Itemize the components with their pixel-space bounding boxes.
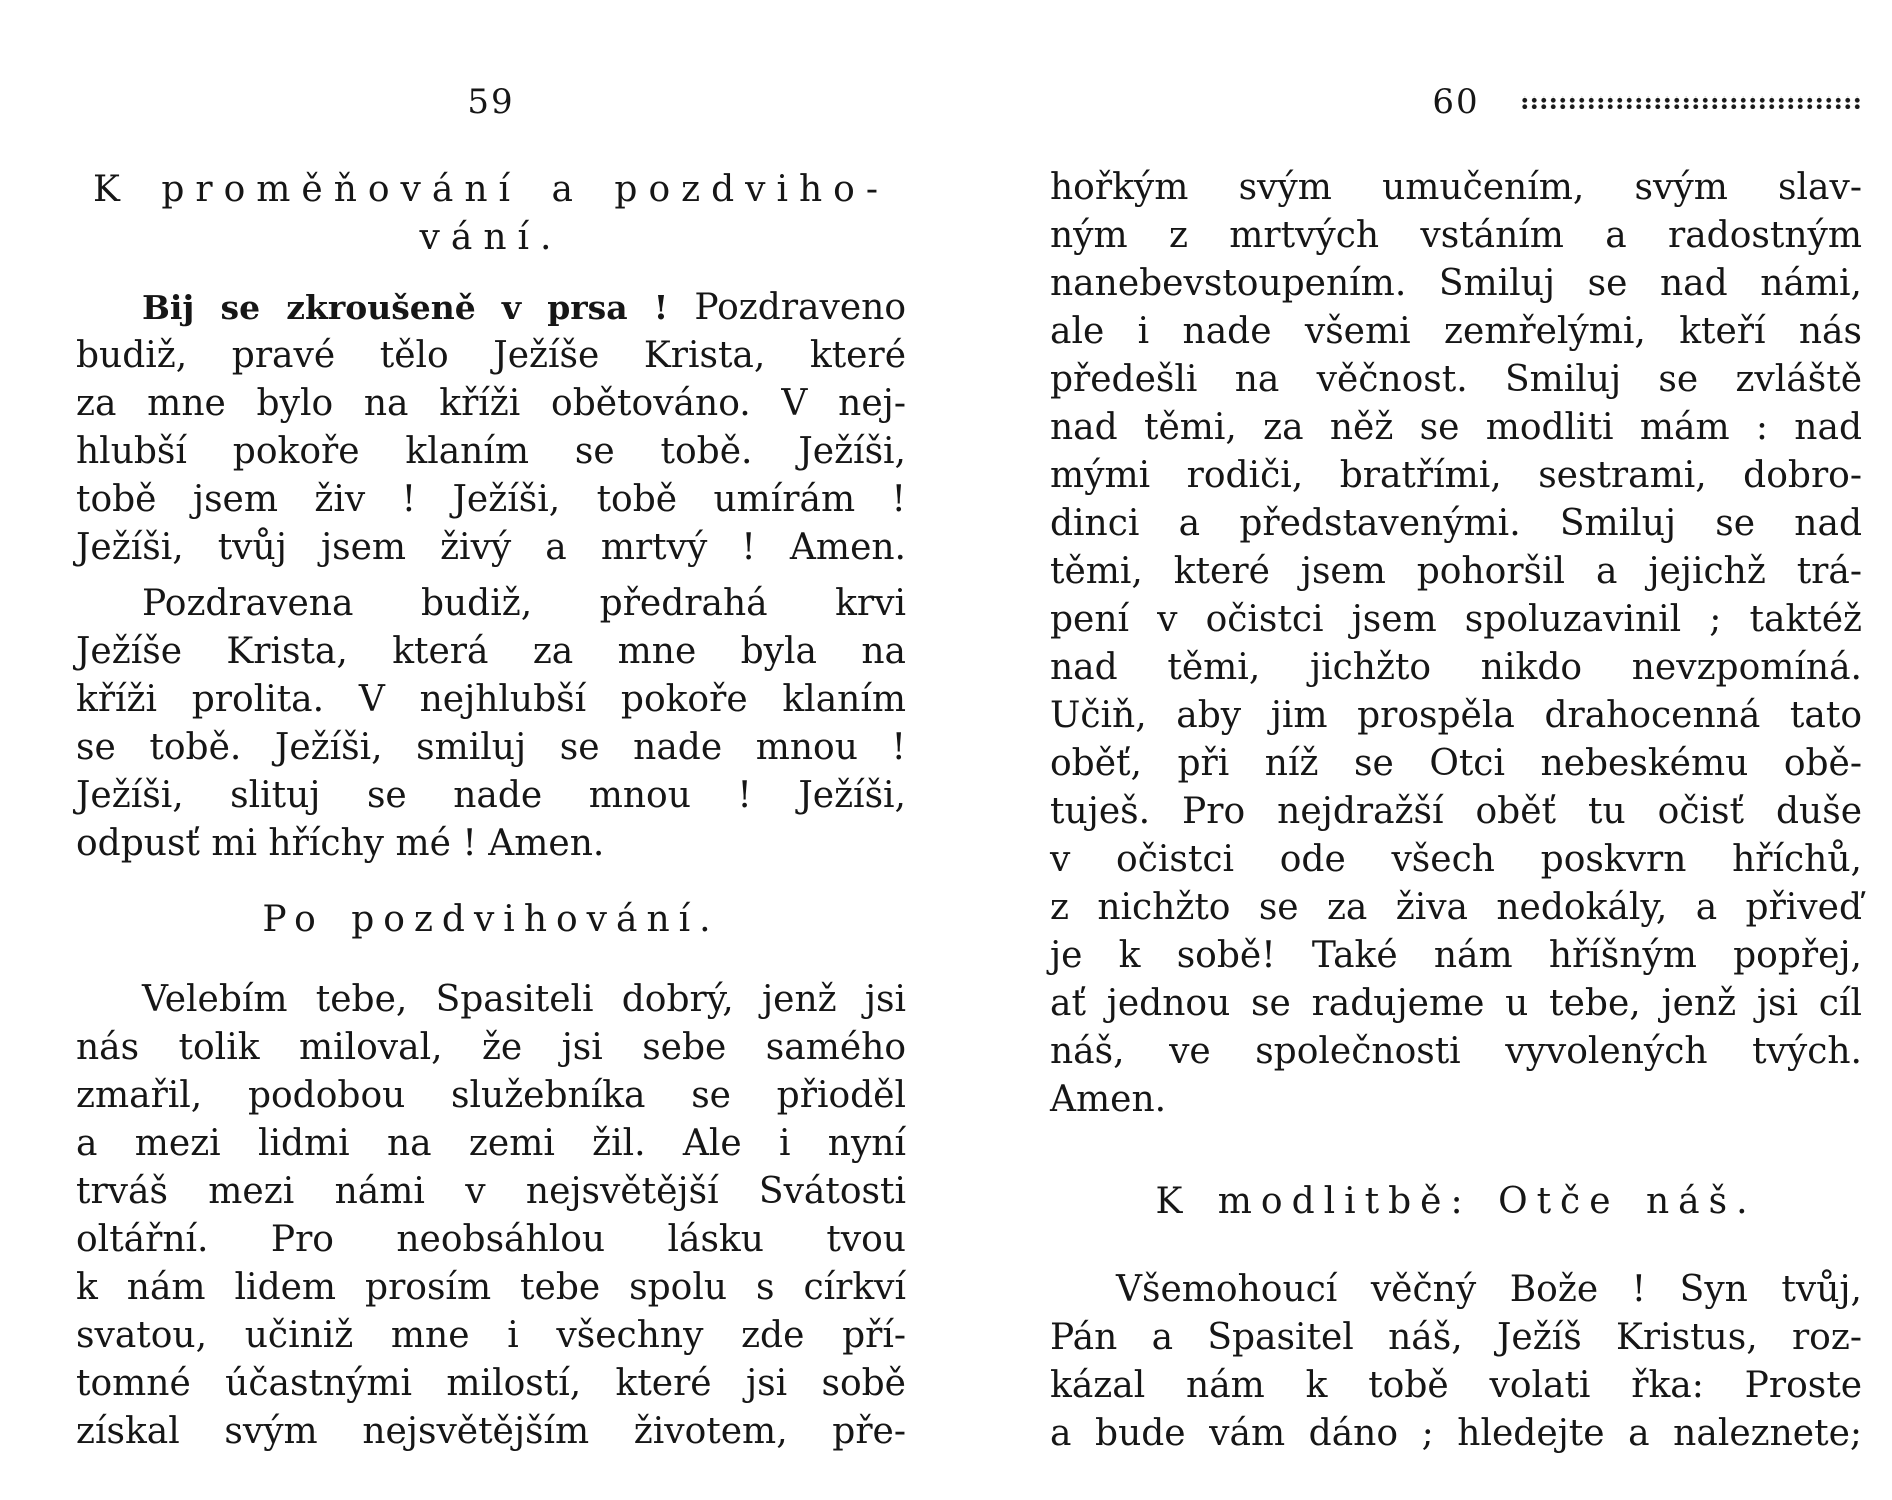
text-line: Bij se zkroušeně v prsa ! Pozdraveno <box>142 287 906 328</box>
text-line: svatou, učiniž mne i všechny zde pří- <box>76 1315 906 1356</box>
page-right <box>1050 78 1862 1458</box>
text-line: hlubší pokoře klaním se tobě. Ježíši, <box>76 431 906 472</box>
paragraph <box>1050 164 1862 1124</box>
text-line: těmi, které jsem pohoršil a jejichž trá- <box>1050 551 1862 592</box>
bold-rubric: Bij se zkroušeně v prsa ! <box>142 288 669 327</box>
text-line: ať jednou se radujeme u tebe, jenž jsi cíl <box>1050 983 1862 1024</box>
text-line: za mne bylo na kříži obětováno. V nej- <box>76 383 906 424</box>
page-left-header <box>76 78 906 126</box>
heading-line: vání. <box>419 217 563 258</box>
paragraph <box>76 976 906 1456</box>
page-number-right: 60 <box>1432 82 1480 122</box>
dotted-rule <box>1520 96 1862 109</box>
text-line: ale i nade všemi zemřelými, kteří nás <box>1050 311 1862 352</box>
text-line: nad těmi, za něž se modliti mám : nad <box>1050 407 1862 448</box>
text-line: Ježíše Krista, která za mne byla na <box>76 631 906 672</box>
text-line: se tobě. Ježíši, smiluj se nade mnou ! <box>76 727 906 768</box>
text-line: v očistci ode všech poskvrn hříchů, <box>1050 839 1862 880</box>
text-line: Učiň, aby jim prospěla drahocenná tato <box>1050 695 1862 736</box>
text-line: hořkým svým umučením, svým slav- <box>1050 167 1862 208</box>
text-line: získal svým nejsvětějším životem, pře- <box>76 1411 906 1452</box>
text-line: náš, ve společnosti vyvolených tvých. <box>1050 1031 1862 1072</box>
paragraph <box>76 580 906 868</box>
text-line: budiž, pravé tělo Ježíše Krista, které <box>76 335 906 376</box>
text-line: trváš mezi námi v nejsvětější Svátosti <box>76 1171 906 1212</box>
text-line: nanebevstoupením. Smiluj se nad námi, <box>1050 263 1862 304</box>
page-right-header <box>1050 78 1862 126</box>
heading-line: K proměňování a pozdviho- <box>92 169 890 210</box>
text-line: nad těmi, jichžto nikdo nevzpomíná. <box>1050 647 1862 688</box>
text-line: k nám lidem prosím tebe spolu s církví <box>76 1267 906 1308</box>
text-line: Velebím tebe, Spasiteli dobrý, jenž jsi <box>142 979 906 1020</box>
text-line: a mezi lidmi na zemi žil. Ale i nyní <box>76 1123 906 1164</box>
header-rule-cell <box>1484 78 1862 126</box>
heading-line: K modlitbě: Otče náš. <box>1155 1181 1757 1222</box>
page-number-left: 59 <box>467 82 515 122</box>
text-line: Pozdravena budiž, předrahá krvi <box>142 583 906 624</box>
section-heading <box>1050 1178 1862 1226</box>
text-line: Ježíši, slituj se nade mnou ! Ježíši, <box>76 775 906 816</box>
text-line: tobě jsem živ ! Ježíši, tobě umírám ! <box>76 479 906 520</box>
text-line: je k sobě! Také nám hříšným popřej, <box>1050 935 1862 976</box>
page-left-body <box>76 166 906 1456</box>
page-right-body <box>1050 164 1862 1458</box>
text-line: kázal nám k tobě volati řka: Proste <box>1050 1365 1862 1406</box>
text-line: z nichžto se za živa nedokály, a přiveď <box>1050 887 1862 928</box>
paragraph <box>1050 1266 1862 1458</box>
text-line: dinci a představenými. Smiluj se nad <box>1050 503 1862 544</box>
text-line: Všemohoucí věčný Bože ! Syn tvůj, <box>1116 1269 1862 1310</box>
text-line: Pán a Spasitel náš, Ježíš Kristus, roz- <box>1050 1317 1862 1358</box>
text-line: a bude vám dáno ; hledejte a naleznete; <box>1050 1413 1862 1454</box>
text-line: Amen. <box>1050 1079 1167 1120</box>
text-line: mými rodiči, bratřími, sestrami, dobro- <box>1050 455 1862 496</box>
text-line: zmařil, podobou služebníka se přioděl <box>76 1075 906 1116</box>
text-line: pení v očistci jsem spoluzavinil ; taktéž <box>1050 599 1862 640</box>
text-line: oltářní. Pro neobsáhlou lásku tvou <box>76 1219 906 1260</box>
text-line: tuješ. Pro nejdražší oběť tu očisť duše <box>1050 791 1862 832</box>
page-left <box>76 78 906 1456</box>
section-heading <box>76 166 906 262</box>
text-line: oběť, při níž se Otci nebeskému obě- <box>1050 743 1862 784</box>
text-line: kříži prolita. V nejhlubší pokoře klaním <box>76 679 906 720</box>
text-line: ným z mrtvých vstáním a radostným <box>1050 215 1862 256</box>
paragraph <box>76 284 906 572</box>
text-line: předešli na věčnost. Smiluj se zvláště <box>1050 359 1862 400</box>
text-line: Ježíši, tvůj jsem živý a mrtvý ! Amen. <box>76 527 906 568</box>
text-line: tomné účastnými milostí, které jsi sobě <box>76 1363 906 1404</box>
text-line: odpusť mi hříchy mé ! Amen. <box>76 823 605 864</box>
text-line: nás tolik miloval, že jsi sebe samého <box>76 1027 906 1068</box>
section-heading <box>76 896 906 944</box>
heading-line: Po pozdvihování. <box>262 899 720 940</box>
